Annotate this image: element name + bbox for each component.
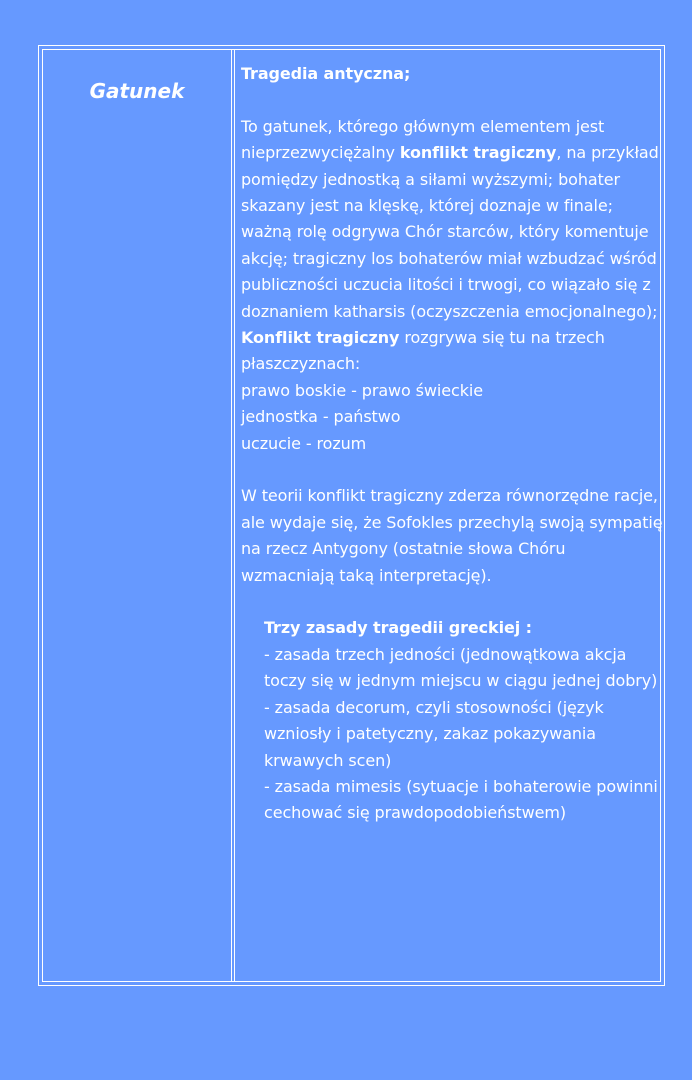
- rules-title: Trzy zasady tragedii greckiej :: [264, 618, 532, 638]
- plane-item: prawo boskie - prawo świeckie: [241, 380, 483, 400]
- plane-item: uczucie - rozum: [241, 433, 367, 453]
- theory-paragraph: W teorii konflikt tragiczny zderza równorzędne racje, ale wydaje się, że Sofokles przechylą swoją sympatię na rzecz Antygony (ostatnie słowa Chóru wzmacniają taką interpretację).: [241, 486, 663, 585]
- description-bold: konflikt tragiczny: [399, 143, 557, 163]
- conflict-paragraph: [241, 325, 663, 378]
- description-text: To gatunek, którego głównym elementem jest nieprzezwyciężalny: [241, 116, 605, 163]
- row-content: [241, 61, 663, 827]
- column-divider: [231, 50, 235, 981]
- genre-heading: Tragedia antyczna;: [241, 64, 411, 83]
- conflict-text: rozgrywa się tu na trzech płaszczyznach:: [241, 328, 605, 374]
- rule-item: - zasada decorum, czyli stosowności (język wzniosły i patetyczny, zakaz pokazywania krwawych scen): [264, 697, 604, 770]
- rule-item: - zasada mimesis (sytuacje i bohaterowie powinni cechować się prawdopodobieństwem): [264, 776, 658, 823]
- conflict-bold: Konflikt tragiczny: [241, 328, 400, 348]
- row-label: Gatunek: [89, 79, 185, 103]
- genre-description: [241, 114, 663, 325]
- rules-section: [241, 615, 663, 826]
- description-text-cont: , na przykład pomiędzy jednostką a siłami wyższymi; bohater skazany jest na klęskę, której doznaje w finale; ważną rolę odgrywa Chór starców, który komentuje akcję; tragiczny los bohaterów miał wzbudzać wśród publiczności uczucia litości i trwogi, co wiązało się z doznaniem katharsis (oczyszczenia emocjonalnego);: [241, 143, 659, 321]
- definition-table: [38, 45, 665, 986]
- rule-item: - zasada trzech jedności (jednowątkowa akcja toczy się w jednym miejscu w ciągu jednej dobry): [264, 644, 658, 691]
- table-inner-border: [42, 49, 661, 982]
- plane-item: jednostka - państwo: [241, 407, 401, 427]
